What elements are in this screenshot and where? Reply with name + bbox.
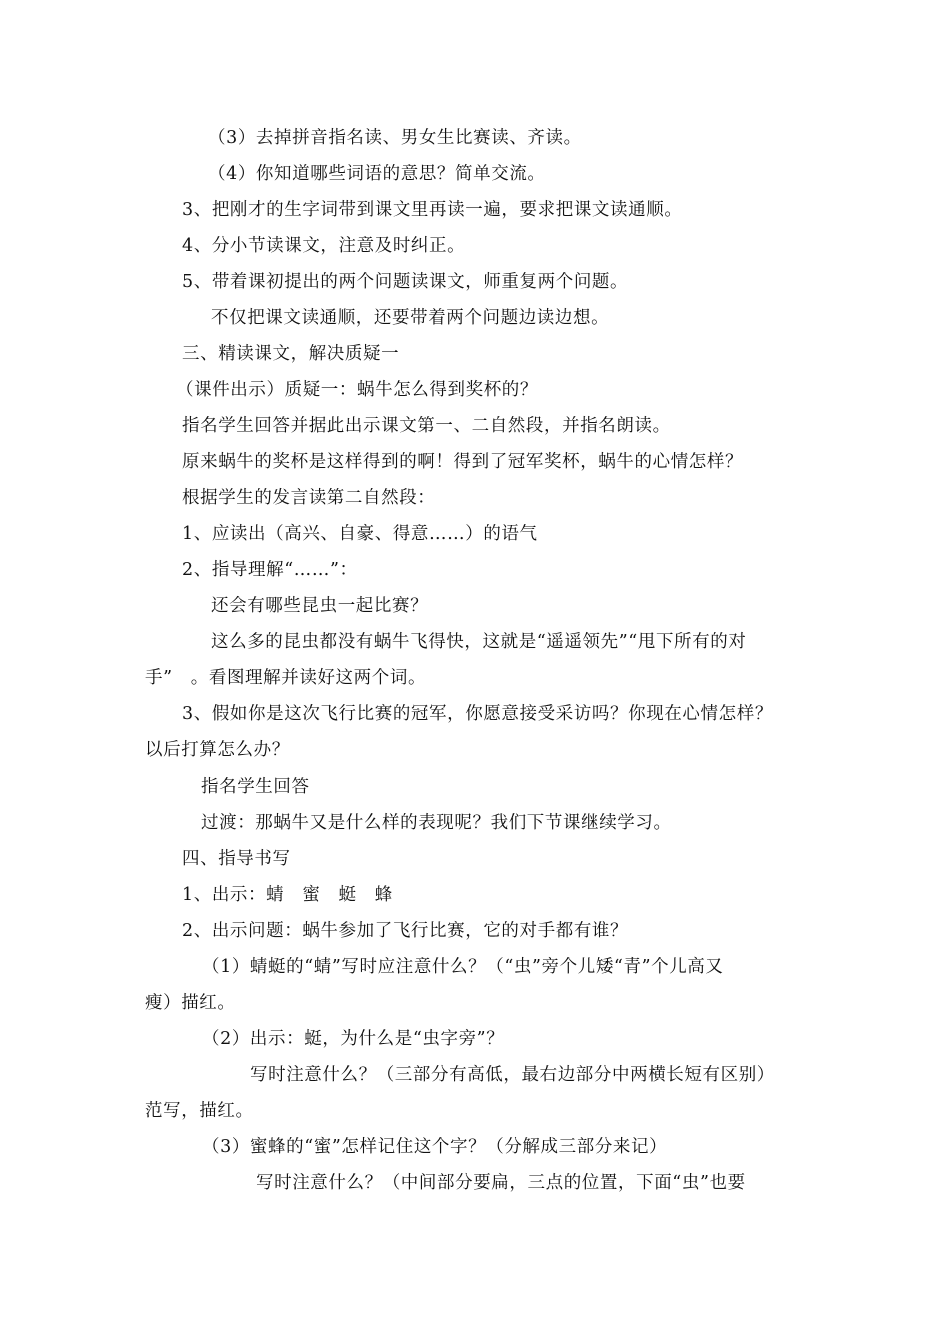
text-line: 手” 。看图理解并读好这两个词。 <box>145 668 427 688</box>
text-line: 3、假如你是这次飞行比赛的冠军，你愿意接受采访吗？你现在心情怎样？ <box>182 704 773 724</box>
text-line: （4）你知道哪些词语的意思？简单交流。 <box>208 164 546 184</box>
text-line: 原来蜗牛的奖杯是这样得到的啊！得到了冠军奖杯，蜗牛的心情怎样？ <box>182 452 744 472</box>
text-line: （3）去掉拼音指名读、男女生比赛读、齐读。 <box>208 128 582 148</box>
text-line: （1）蜻蜓的“蜻”写时应注意什么？（“虫”旁个儿矮“青”个儿高又 <box>202 957 724 977</box>
text-line: 这么多的昆虫都没有蜗牛飞得快，这就是“遥遥领先”“甩下所有的对 <box>211 632 747 652</box>
text-line: 指名学生回答 <box>201 777 310 797</box>
text-line: （课件出示）质疑一：蜗牛怎么得到奖杯的？ <box>176 380 538 400</box>
text-line: 根据学生的发言读第二自然段： <box>182 488 436 508</box>
text-line: 3、把刚才的生字词带到课文里再读一遍，要求把课文读通顺。 <box>182 200 683 220</box>
text-line: 还会有哪些昆虫一起比赛？ <box>211 596 429 616</box>
text-line: 不仅把课文读通顺，还要带着两个问题边读边想。 <box>211 308 610 328</box>
text-line: （2）出示：蜓，为什么是“虫字旁”？ <box>202 1029 505 1049</box>
text-line: 过渡：那蜗牛又是什么样的表现呢？我们下节课继续学习。 <box>201 813 672 833</box>
text-line: 2、出示问题：蜗牛参加了飞行比赛，它的对手都有谁？ <box>182 921 629 941</box>
text-line: 写时注意什么？（中间部分要扁，三点的位置，下面“虫”也要 <box>256 1173 746 1193</box>
text-line: 范写，描红。 <box>145 1101 254 1121</box>
section-heading: 三、精读课文，解决质疑一 <box>182 344 400 364</box>
text-line: 指名学生回答并据此出示课文第一、二自然段，并指名朗读。 <box>182 416 671 436</box>
section-heading: 四、指导书写 <box>182 849 291 869</box>
text-line: 5、带着课初提出的两个问题读课文，师重复两个问题。 <box>182 272 629 292</box>
text-line: 瘦）描红。 <box>145 993 236 1013</box>
text-line: 以后打算怎么办？ <box>145 740 290 760</box>
text-line: 写时注意什么？（三部分有高低，最右边部分中两横长短有区别） <box>250 1065 775 1085</box>
text-line: 2、指导理解“……”： <box>182 560 358 580</box>
text-line: 1、出示：蜻 蜜 蜓 蜂 <box>182 885 393 905</box>
text-line: 4、分小节读课文，注意及时纠正。 <box>182 236 466 256</box>
text-line: （3）蜜蜂的“蜜”怎样记住这个字？（分解成三部分来记） <box>202 1137 668 1157</box>
text-line: 1、应读出（高兴、自豪、得意……）的语气 <box>182 524 538 544</box>
